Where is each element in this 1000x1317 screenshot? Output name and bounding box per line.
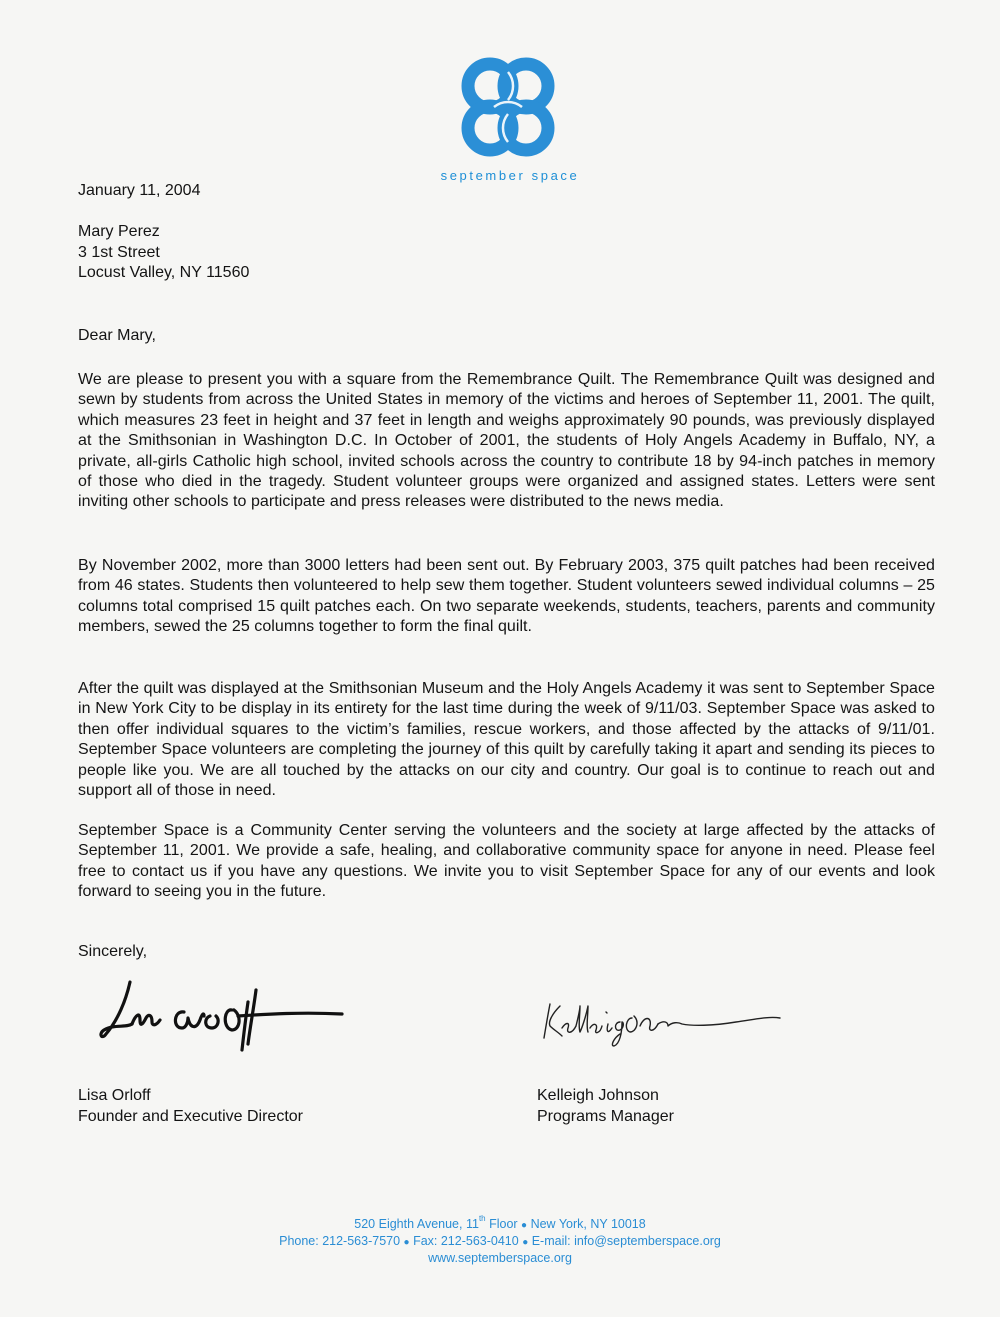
footer-address	[0, 1216, 1000, 1235]
footer-website: www.septemberspace.org	[428, 1251, 572, 1265]
signer-name: Lisa Orloff	[78, 1087, 151, 1104]
recipient-street: 3 1st Street	[78, 243, 160, 261]
bullet-icon: ●	[521, 1220, 528, 1231]
footer-phone: Phone: 212-563-7570	[279, 1234, 401, 1248]
signer-block	[537, 1086, 674, 1127]
recipient-city: Locust Valley, NY 11560	[78, 264, 250, 281]
closing: Sincerely,	[78, 943, 148, 960]
salutation: Dear Mary,	[78, 327, 156, 344]
signer-title: Founder and Executive Director	[78, 1107, 303, 1125]
body-paragraph: By November 2002, more than 3000 letters had been sent out. By February 2003, 375 quilt patches had been received from 46 states. Students then volunteered to help sew them together. Student volunteers sewed individual columns – 25 columns total comprised 15 quilt patches each. On two separate weekends, students, teachers, parents and community members, sewed the 25 columns together to form the final quilt.	[78, 557, 935, 636]
footer-floor: Floor	[485, 1217, 518, 1231]
footer-fax: Fax: 212-563-0410	[413, 1234, 519, 1248]
recipient-address	[78, 222, 249, 284]
footer-email: E-mail: info@septemberspace.org	[531, 1234, 721, 1248]
letter-date: January 11, 2004	[78, 182, 201, 199]
body-paragraph: We are please to present you with a square from the Remembrance Quilt. The Remembrance Quilt was designed and sewn by students from across the United States in memory of the victims and heroes of September 11, 2001. The quilt, which measures 23 feet in height and 37 feet in length and weighs approximately 90 pounds, was previously displayed at the Smithsonian in Washington D.C. In October of 2001, the students of Holy Angels Academy in Buffalo, NY, a private, all-girls Catholic high school, invited schools across the country to contribute 18 by 94-inch patches in memory of those who died in the tragedy. Student volunteer groups were organized and assigned states. Letters were sent inviting other schools to participate and press releases were distributed to the news media.	[78, 371, 935, 511]
brand-name: september space	[440, 168, 580, 183]
signer-title: Programs Manager	[537, 1107, 674, 1125]
signature-kelleigh-johnson	[536, 992, 786, 1050]
bullet-icon: ●	[522, 1237, 529, 1248]
recipient-name: Mary Perez	[78, 223, 160, 240]
footer-contact	[0, 1233, 1000, 1252]
footer-street: 520 Eighth Avenue, 11	[354, 1217, 479, 1231]
bullet-icon: ●	[403, 1237, 410, 1248]
footer-city: New York, NY 10018	[530, 1217, 646, 1231]
signer-block	[78, 1086, 303, 1127]
body-paragraph: After the quilt was displayed at the Smithsonian Museum and the Holy Angels Academy it was sent to September Space in New York City to be display in its entirety for the last time during the week of 9/11/03. September Space was asked to then offer individual squares to the victim’s families, rescue workers, and those affected by the attacks of 9/11/01. September Space volunteers are completing the journey of this quilt by carefully taking it apart and sending its pieces to people like you. We are all touched by the attacks on our city and country. Our goal is to continue to reach out and support all of those in need.	[78, 680, 935, 800]
body-paragraph: September Space is a Community Center serving the volunteers and the society at large affected by the attacks of September 11, 2001. We provide a safe, healing, and collaborative community space for anyone in need. Please feel free to contact us if you have any questions. We invite you to visit September Space for any of our events and look forward to seeing you in the future.	[78, 822, 935, 901]
interlocking-rings-logo-icon	[452, 50, 564, 166]
footer-floor-suffix: th	[478, 1214, 486, 1223]
signer-name: Kelleigh Johnson	[537, 1087, 659, 1104]
signature-lisa-orloff	[92, 972, 352, 1052]
